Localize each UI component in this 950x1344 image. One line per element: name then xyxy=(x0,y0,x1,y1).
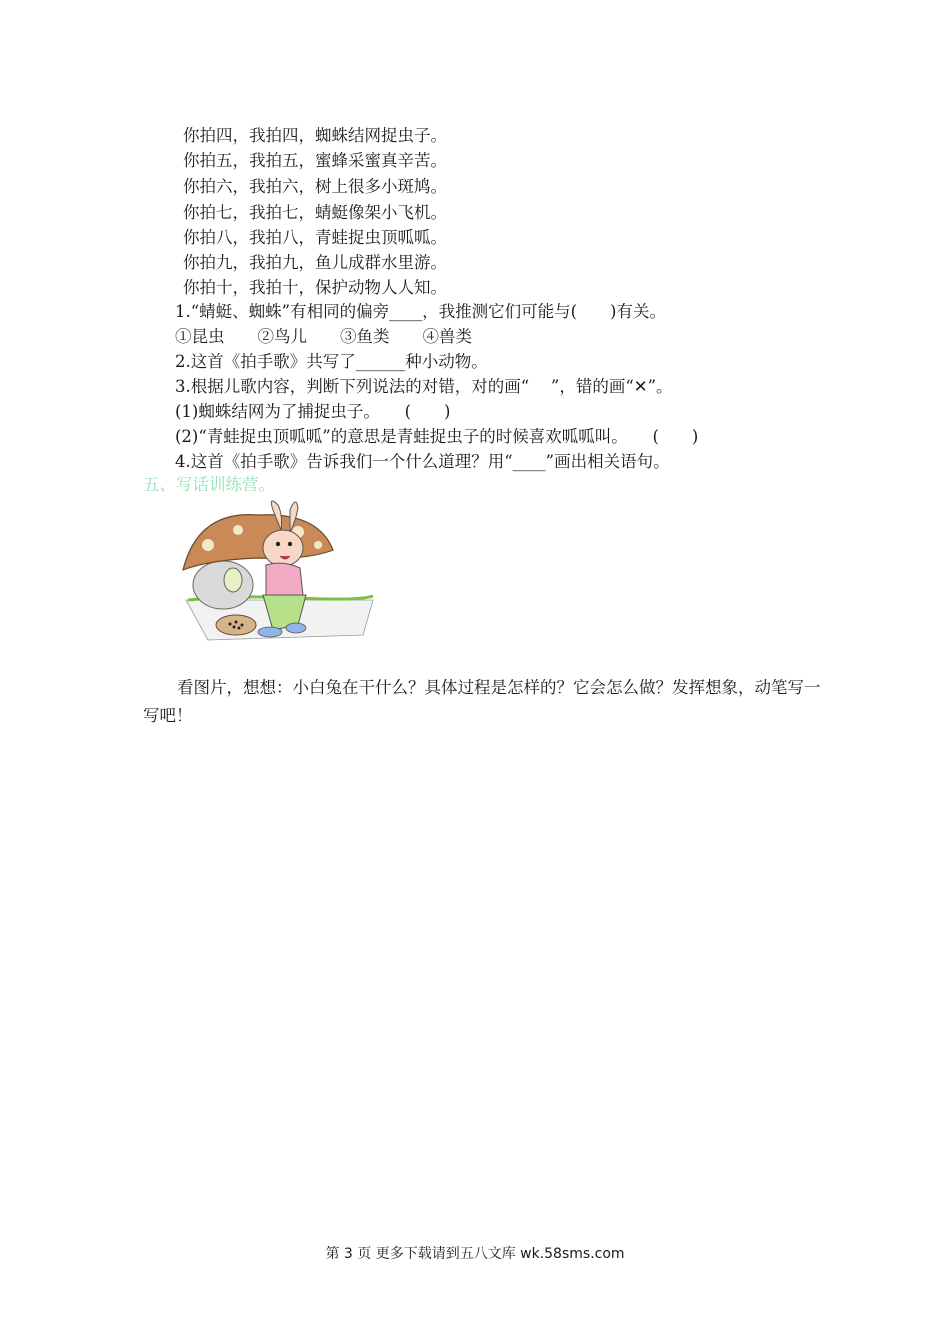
rabbit-shoe xyxy=(286,623,306,633)
window-shape xyxy=(224,568,242,592)
seed xyxy=(238,627,241,630)
question-3-item-1: (1)蜘蛛结网为了捕捉虫子。 ( ) xyxy=(175,402,451,421)
poem-line-4: 你拍四，我拍四，蜘蛛结网捉虫子。 xyxy=(183,126,447,145)
seed xyxy=(229,623,232,626)
poem-line-9: 你拍九，我拍九，鱼儿成群水里游。 xyxy=(183,253,447,272)
poem-line-7: 你拍七，我拍七，蜻蜓像架小飞机。 xyxy=(183,203,447,222)
poem-line-8: 你拍八，我拍八，青蛙捉虫顶呱呱。 xyxy=(183,228,447,247)
question-1-options: ①昆虫 ②鸟儿 ③鱼类 ④兽类 xyxy=(175,327,472,346)
mushroom-spot xyxy=(202,539,214,551)
mushroom-spot xyxy=(233,525,243,535)
poem-line-6: 你拍六，我拍六，树上很多小斑鸠。 xyxy=(183,177,447,196)
rabbit-mushroom-illustration xyxy=(178,500,378,665)
rock-shape xyxy=(193,561,253,609)
seed xyxy=(233,626,236,629)
page-footer: 第 3 页 更多下载请到五八文库 wk.58sms.com xyxy=(325,1246,625,1262)
seed xyxy=(241,624,244,627)
seed xyxy=(235,621,238,624)
question-2: 2.这首《拍手歌》共写了______种小动物。 xyxy=(175,352,488,371)
section-5-prompt: 看图片，想想：小白兔在干什么？具体过程是怎样的？它会怎么做？发挥想象，动笔写一写吧！ xyxy=(143,678,821,725)
mushroom-spot xyxy=(314,541,322,549)
question-1: 1.“蜻蜓、蜘蛛”有相同的偏旁____，我推测它们可能与( )有关。 xyxy=(175,302,666,321)
poem-line-10: 你拍十，我拍十，保护动物人人知。 xyxy=(183,278,447,297)
question-3: 3.根据儿歌内容，判断下列说法的对错，对的画“ ”，错的画“✕”。 xyxy=(175,377,673,396)
rabbit-head xyxy=(263,530,303,566)
rabbit-shoe xyxy=(258,627,282,637)
question-3-item-2: (2)“青蛙捉虫顶呱呱”的意思是青蛙捉虫子的时候喜欢呱呱叫。 ( ) xyxy=(175,427,699,446)
rabbit-eye xyxy=(288,542,292,546)
seed-basket xyxy=(216,615,256,635)
question-4: 4.这首《拍手歌》告诉我们一个什么道理？用“____”画出相关语句。 xyxy=(175,452,670,471)
poem-line-5: 你拍五，我拍五，蜜蜂采蜜真辛苦。 xyxy=(183,151,447,170)
section-5-title: 五、写话训练营。 xyxy=(143,475,275,494)
rabbit-eye xyxy=(276,542,280,546)
rabbit-shirt xyxy=(266,563,303,595)
